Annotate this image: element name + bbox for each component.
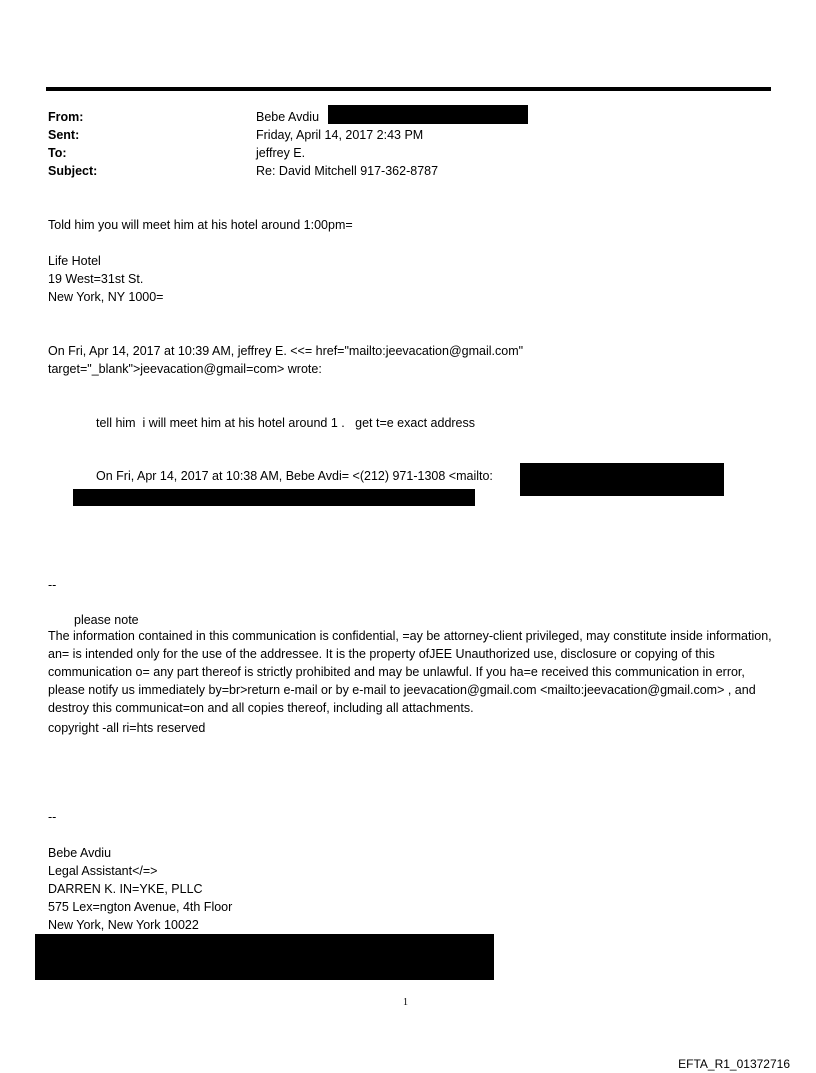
redaction-box [73,489,475,506]
to-label: To: [48,146,67,160]
sent-value: Friday, April 14, 2017 2:43 PM [256,128,424,142]
redaction-box [328,105,528,124]
to-value: jeffrey E. [256,146,306,160]
separator: -- [48,810,57,824]
quoted-body: tell him i will meet him at his hotel around 1 . get t=e exact address [96,416,476,430]
please-note: please note [74,613,139,627]
subject-label: Subject: [48,164,98,178]
header-rule [46,87,771,91]
signature-line: 575 Lex=ngton Avenue, 4th Floor [48,900,233,914]
document-id: EFTA_R1_01372716 [678,1057,790,1071]
subject-value: Re: David Mitchell 917-362-8787 [256,164,439,178]
quote-header: On Fri, Apr 14, 2017 at 10:39 AM, jeffrey E. <<= href="mailto:jeevacation@gmail.com" [48,344,524,358]
signature-line: Legal Assistant</=> [48,864,158,878]
address-line: Life Hotel [48,254,101,268]
address-line: 19 West=31st St. [48,272,144,286]
body-line: Told him you will meet him at his hotel around 1:00pm= [48,218,353,232]
signature-line: DARREN K. IN=YKE, PLLC [48,882,203,896]
page-number: 1 [403,997,408,1008]
nested-quote-header: On Fri, Apr 14, 2017 at 10:38 AM, Bebe Avdi= <(212) 971-1308 <mailto: [96,469,493,483]
quote-header: target="_blank">jeevacation@gmail=com> wrote: [48,362,322,376]
separator: -- [48,578,57,592]
signature-line: Bebe Avdiu [48,846,112,860]
from-label: From: [48,110,84,124]
address-line: New York, NY 1000= [48,290,164,304]
sent-label: Sent: [48,128,80,142]
signature-line: New York, New York 10022 [48,918,199,932]
redaction-box [520,463,724,496]
disclaimer-text: The information contained in this communication is confidential, =ay be attorney-client privileged, may constitute inside information, an= is intended only for the use of the addressee. It is the property ofJEE Unauthorized use, disclosure or copying of this communication o= any part thereof is strictly prohibited and may be unlawful. If you ha=e received this communication in error, please notify us immediately by=br>return e-mail or by e-mail to jeevacation@gmail.com <mailto:jeevacation@gmail.com> , and destroy this communicat=on and all copies thereof, including all attachments. [48,629,772,715]
redaction-box [35,934,494,980]
from-value: Bebe Avdiu [256,110,320,124]
copyright-line: copyright -all ri=hts reserved [48,721,206,735]
